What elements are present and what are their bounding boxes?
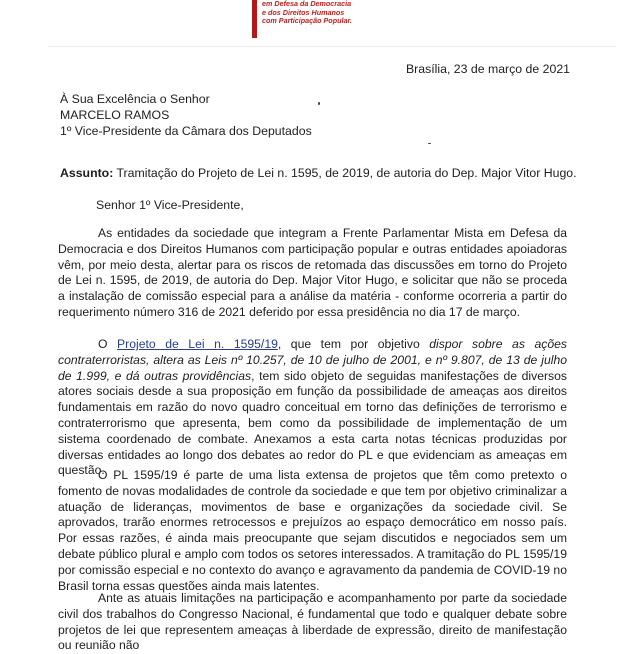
body-paragraph	[58, 337, 567, 479]
recipient-salutation: À Sua Excelência o Senhor	[60, 92, 210, 106]
letter-date: Brasília, 23 de março de 2021	[405, 62, 570, 76]
greeting: Senhor 1º Vice-Presidente,	[96, 198, 244, 212]
subject-text: Tramitação do Projeto de Lei n. 1595, de 2019, de autoria do Dep. Major Vitor Hugo.	[116, 166, 577, 180]
subject-line	[60, 166, 577, 180]
letterhead-line: e dos Direitos Humanos	[262, 7, 345, 17]
paragraph-text: O PL 1595/19 é parte de uma lista extensa de projetos que têm como pretexto o fomento de novas modalidades de controle da sociedade e que tem por objetivo criminalizar a atuação de lideranças, movimentos de base e organizações da sociedade civil. Se aprovados, trarão enormes retrocessos e prejuízos ao espaço democrático em nosso país. Por essas razões, é ainda mais preocupante que sejam discutidos e negociados sem um debate público plural e amplo com todos os setores interessados. A tramitação do PL 1595/19 por comissão especial e no contexto do avanço e agravamento da pandemia de COVID-19 no Brasil torna essas questões ainda mais latentes.	[58, 468, 567, 593]
subject-label: Assunto:	[60, 166, 114, 180]
header-divider	[48, 46, 616, 47]
body-paragraph	[58, 468, 567, 594]
letterhead-line: com Participação Popular.	[262, 16, 352, 26]
letterhead-logo-bar	[252, 0, 257, 38]
letterhead-line: em Defesa da Democracia	[262, 0, 352, 8]
letterhead	[262, 0, 352, 26]
recipient-name: MARCELO RAMOS	[60, 108, 170, 122]
scan-speck	[318, 102, 320, 105]
body-paragraph	[58, 226, 567, 321]
paragraph-text: O	[98, 337, 108, 351]
paragraph-text: As entidades da sociedade que integram a Frente Parlamentar Mista em Defesa da Democracia e dos Direitos Humanos com participação popular e outras entidades apoiadoras vêm, por meio desta, alertar para os riscos de retomada das discussões em torno do Projeto de Lei n. 1595, de 2019, de autoria do Dep. Major Vitor Hugo, e solicitar que não se proceda a instalação de comissão especial para a análise da matéria - conforme ocorreria a partir do requerimento número 316 de 2021 deferido por essa presidência no dia 17 de março.	[58, 226, 567, 319]
scan-speck	[428, 143, 431, 144]
paragraph-italic-text: dispor sobre as ações contraterroristas, altera as Leis nº 10.257, de 10 de julho de 2001, e nº 9.807, de 13 de julho de 1.999, e dá outras providências	[58, 337, 567, 383]
paragraph-text: , que tem por objetivo	[277, 337, 420, 351]
paragraph-text: Ante as atuais limitações na participação e acompanhamento por parte da sociedade civil dos trabalhos do Congresso Nacional, é fundamental que todo e qualquer debate sobre projetos de lei que representem ameaças à liberdade de expressão, direito de manifestação ou reunião não	[58, 591, 567, 653]
bill-link[interactable]: Projeto de Lei n. 1595/19	[117, 337, 278, 351]
paragraph-text: , tem sido objeto de seguidas manifestações de diversos atores sociais desde a sua proposição em função da possibilidade de ameaças aos direitos fundamentais em razão do novo quadro conceitual em torno das definições de terrorismo e contraterrorismo que apresenta, bem como da possibilidade de implementação de um sistema coordenado de combate. Anexamos a esta carta notas técnicas produzidas por diversas entidades ao longo dos debates ao redor do PL e que evidenciam as ameaças em questão.	[58, 368, 567, 478]
body-paragraph	[58, 591, 567, 654]
recipient-title: 1º Vice-Presidente da Câmara dos Deputados	[60, 124, 312, 138]
